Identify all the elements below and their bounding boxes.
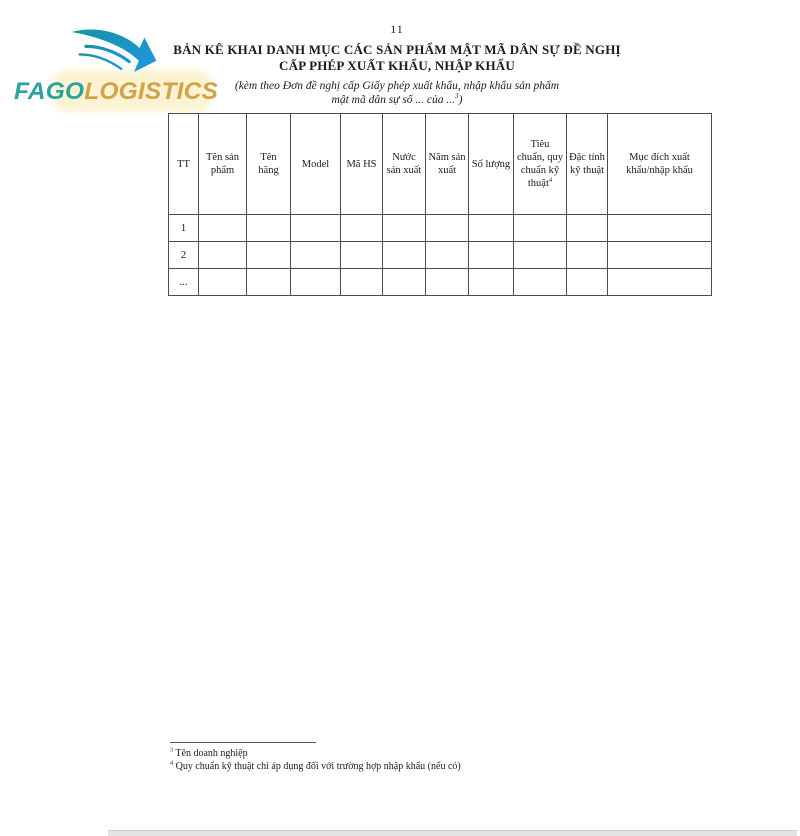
empty-form-cell: [199, 269, 247, 296]
row-index-cell: 1: [169, 215, 199, 242]
empty-form-cell: [383, 242, 426, 269]
subtitle-close-paren: ): [458, 94, 463, 106]
declaration-table: [168, 113, 712, 296]
swoosh-arrow-icon: [56, 24, 164, 80]
column-header-3: Tên hãng: [247, 114, 291, 215]
page-number: 11: [390, 22, 404, 36]
empty-form-cell: [426, 269, 469, 296]
brand-fago: FAGO: [14, 78, 85, 105]
empty-form-cell: [567, 242, 608, 269]
document-header: [158, 22, 636, 107]
empty-form-cell: [608, 242, 712, 269]
footnote-list: [170, 747, 461, 773]
empty-form-cell: [514, 269, 567, 296]
empty-form-cell: [199, 215, 247, 242]
empty-form-cell: [199, 242, 247, 269]
empty-form-cell: [514, 242, 567, 269]
row-index-cell: 2: [169, 242, 199, 269]
empty-form-cell: [608, 215, 712, 242]
column-header-9: Tiêu chuẩn, quy chuẩn kỹ thuật$^4$: [514, 114, 567, 215]
empty-form-cell: [567, 215, 608, 242]
footnote: $^4$ Quy chuẩn kỹ thuật chỉ áp dụng đối với trường hợp nhập khẩu (nếu có): [170, 759, 461, 772]
column-header-6: Nước sản xuất: [383, 114, 426, 215]
table-row: [169, 215, 712, 242]
row-index-cell: ...: [169, 269, 199, 296]
subtitle-text: mật mã dân sự số ... của ...: [331, 94, 456, 106]
empty-form-cell: [469, 215, 514, 242]
page-bottom-edge: [108, 830, 797, 836]
document-title-line2: CẤP PHÉP XUẤT KHẨU, NHẬP KHẨU: [279, 58, 515, 73]
footnote-divider: [170, 742, 316, 743]
document-subtitle-line1: (kèm theo Đơn đề nghị cấp Giấy phép xuất khẩu, nhập khẩu sản phẩm: [234, 80, 560, 92]
empty-form-cell: [567, 269, 608, 296]
empty-form-cell: [291, 269, 341, 296]
empty-form-cell: [341, 215, 383, 242]
empty-form-cell: [247, 215, 291, 242]
column-header-4: Model: [291, 114, 341, 215]
brand-logistics: LOGISTICS: [84, 78, 219, 105]
empty-form-cell: [291, 242, 341, 269]
column-header-10: Đặc tính kỹ thuật: [567, 114, 608, 215]
footnote-ref-3: 3: [455, 92, 459, 101]
empty-form-cell: [426, 242, 469, 269]
empty-form-cell: [608, 269, 712, 296]
table-header-row: [169, 114, 712, 215]
empty-form-cell: [341, 242, 383, 269]
document-subtitle-line2: [158, 93, 636, 107]
document-title-line1: BẢN KÊ KHAI DANH MỤC CÁC SẢN PHẨM MẬT MÃ DÂN SỰ ĐỀ NGHỊ: [173, 42, 621, 57]
footnotes-section: [170, 742, 461, 773]
empty-form-cell: [383, 215, 426, 242]
column-header-7: Năm sản xuất: [426, 114, 469, 215]
empty-form-cell: [514, 215, 567, 242]
empty-form-cell: [291, 215, 341, 242]
table-row: [169, 242, 712, 269]
empty-form-cell: [469, 242, 514, 269]
column-header-2: Tên sản phẩm: [199, 114, 247, 215]
empty-form-cell: [247, 269, 291, 296]
empty-form-cell: [469, 269, 514, 296]
empty-form-cell: [426, 215, 469, 242]
empty-form-cell: [247, 242, 291, 269]
column-header-1: TT: [169, 114, 199, 215]
footnote: $^3$ Tên doanh nghiệp: [170, 746, 248, 759]
empty-form-cell: [341, 269, 383, 296]
column-header-8: Số lượng: [469, 114, 514, 215]
empty-form-cell: [383, 269, 426, 296]
column-header-11: Mục đích xuất khẩu/nhập khẩu: [608, 114, 712, 215]
column-header-5: Mã HS: [341, 114, 383, 215]
table-row: [169, 269, 712, 296]
